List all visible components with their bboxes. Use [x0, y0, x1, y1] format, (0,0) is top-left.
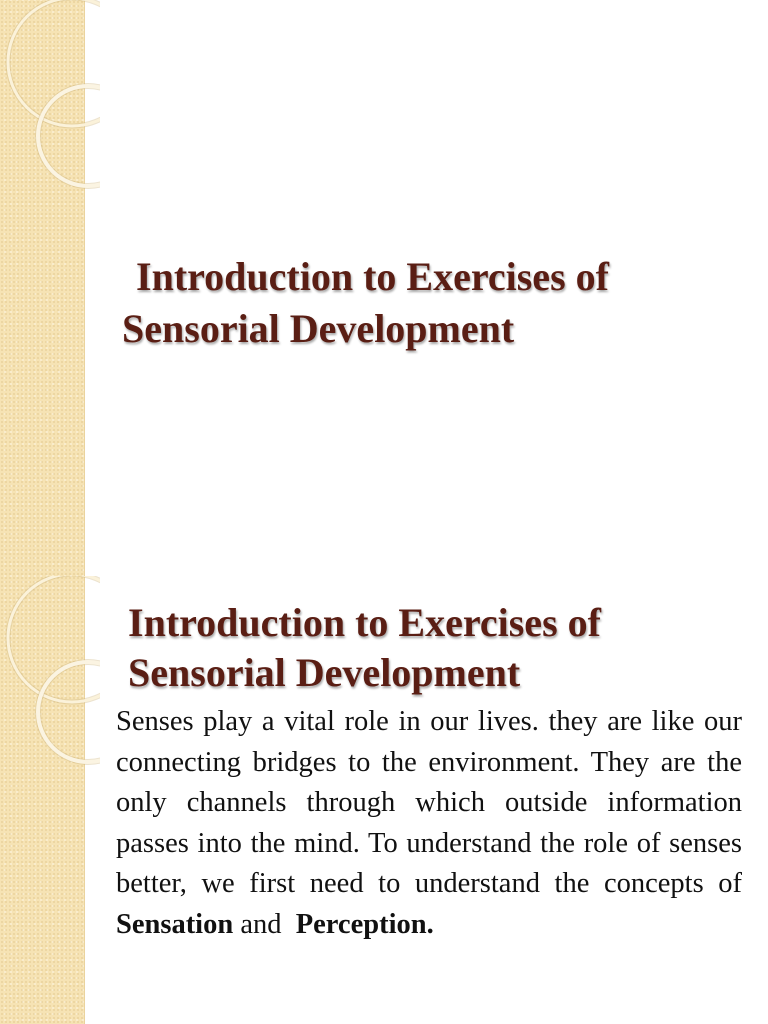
slide-title-line-1: Introduction to Exercises of [128, 600, 601, 645]
slide-title-line-2: Sensorial Development [122, 306, 515, 351]
body-connector: and [240, 908, 282, 940]
term-perception: Perception. [295, 908, 434, 940]
decorative-side-band [0, 0, 85, 576]
slide-title [122, 251, 732, 355]
body-text: Senses play a vital role in our lives. they are like our connecting bridges to the environment. They are the only channels through which outside information passes into the mind. To understand the role of senses better, we first need to understand the concepts of [116, 706, 742, 900]
ring-ornament-icon [0, 576, 100, 776]
slide-body-paragraph [116, 702, 742, 946]
term-sensation: Sensation [116, 908, 234, 940]
slide-title-line-2: Sensorial Development [128, 650, 521, 695]
ring-ornament-icon [0, 0, 100, 200]
decorative-side-band [0, 576, 85, 1024]
slide-title [128, 598, 738, 698]
slide-title-line-1: Introduction to Exercises of [136, 254, 609, 299]
